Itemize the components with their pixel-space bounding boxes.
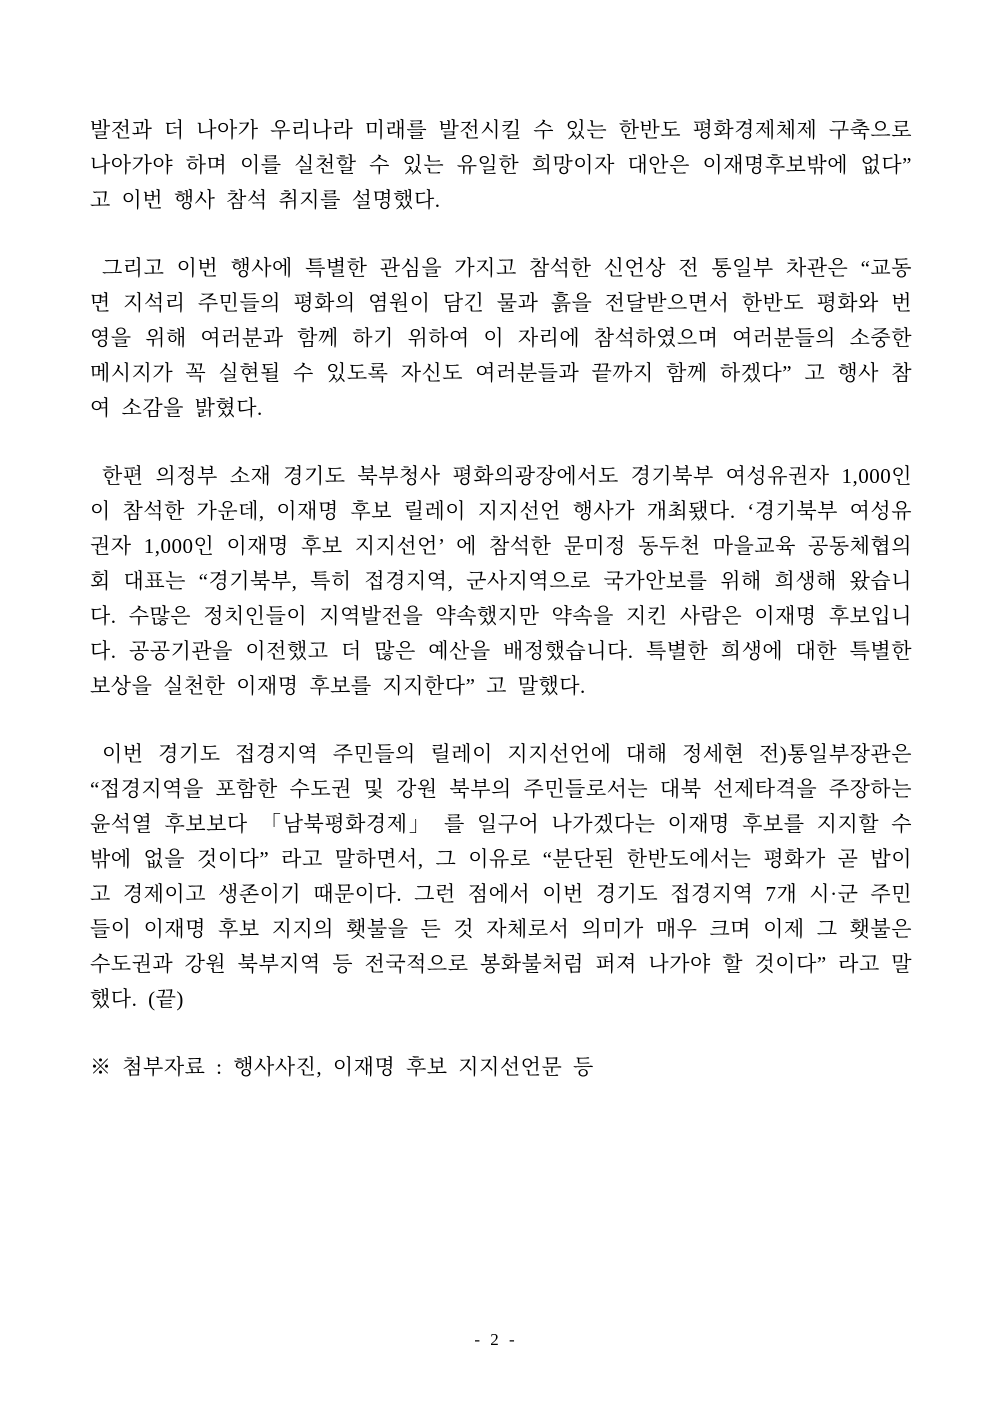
page-number: - 2 - — [474, 1330, 518, 1349]
body-paragraph-1: 발전과 더 나아가 우리나라 미래를 발전시킬 수 있는 한반도 평화경제체제 구축으로 나아가야 하며 이를 실천할 수 있는 유일한 희망이자 대안은 이재명후보밖에 없다” 고 이번 행사 참석 취지를 설명했다. — [90, 118, 912, 212]
body-paragraph-3: 한편 의정부 소재 경기도 북부청사 평화의광장에서도 경기북부 여성유권자 1,000인이 참석한 가운데, 이재명 후보 릴레이 지지선언 행사가 개최됐다. ‘경기북부 여성유권자 1,000인 이재명 후보 지지선언’ 에 참석한 문미정 동두천 마을교육 공동체협의회 대표는 “경기북부, 특히 접경지역, 군사지역으로 국가안보를 위해 희생해 왔습니다. 수많은 정치인들이 지역발전을 약속했지만 약속을 지킨 사람은 이재명 후보입니다. 공공기관을 이전했고 더 많은 예산을 배정했습니다. 특별한 희생에 대한 특별한 보상을 실천한 이재명 후보를 지지한다” 고 말했다. — [90, 464, 912, 698]
body-paragraph-4: 이번 경기도 접경지역 주민들의 릴레이 지지선언에 대해 정세현 전)통일부장관은 “접경지역을 포함한 수도권 및 강원 북부의 주민들로서는 대북 선제타격을 주장하는 윤석열 후보보다 「남북평화경제」 를 일구어 나가겠다는 이재명 후보를 지지할 수밖에 없을 것이다” 라고 말하면서, 그 이유로 “분단된 한반도에서는 평화가 곧 밥이고 경제이고 생존이기 때문이다. 그런 점에서 이번 경기도 접경지역 7개 시·군 주민들이 이재명 후보 지지의 횃불을 든 것 자체로서 의미가 매우 크며 이제 그 횃불은 수도권과 강원 북부지역 등 전국적으로 봉화불처럼 퍼져 나가야 할 것이다” 라고 말했다. (끝) — [90, 742, 912, 1011]
attachment-note: ※ 첨부자료 : 행사사진, 이재명 후보 지지선언문 등 — [90, 1055, 594, 1079]
body-paragraph-2: 그리고 이번 행사에 특별한 관심을 가지고 참석한 신언상 전 통일부 차관은 “교동면 지석리 주민들의 평화의 염원이 담긴 물과 흙을 전달받으면서 한반도 평화와 번영을 위해 여러분과 함께 하기 위하여 이 자리에 참석하였으며 여러분들의 소중한 메시지가 꼭 실현될 수 있도록 자신도 여러분들과 끝까지 함께 하겠다” 고 행사 참여 소감을 밝혔다. — [90, 256, 912, 420]
page-content — [90, 113, 912, 1085]
